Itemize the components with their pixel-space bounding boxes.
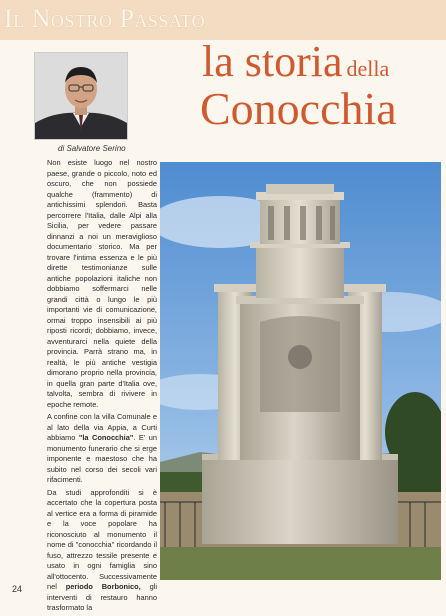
author-byline: di Salvatore Serino [58, 144, 126, 153]
title-la-storia: la storia [202, 37, 343, 86]
page-number: 24 [12, 584, 23, 594]
author-photo [34, 52, 128, 140]
title-della: della [346, 56, 390, 81]
monument-photo [160, 162, 441, 580]
paragraph-3: Da studi approfonditi si è accertato che la copertura posta al vertice era a forma di piramide e la voce popolare ha riconosciuto al monumento il nome di "conocchia" ricordando il fuso, attrezzo tessile presente e usato in ogni famiglia sino all'ottocento. Successivamente nel periodo Borbonico, gli interventi di restauro hanno trasformato la [47, 487, 158, 612]
article-title-line2: Conocchia [200, 83, 397, 134]
section-title: Il Nostro Passato [4, 4, 206, 33]
paragraph-1: Non esiste luogo nel nostro paese, grande o piccolo, noto ed oscuro, che non possiede qualche (frammento) di antichissimi splendori. Basta percorrere l'Italia, dalle Alpi alla Sicilia, per vedere passare dinnanzi a noi un meraviglioso documentario storico. Ma per trovare l'intima essenza e le più dirette testimonianze sulle antiche popolazioni italiche non dobbiamo soffermarci nelle grandi città o lungo le più importanti vie di comunicazione, ormai troppo insensibili ai più riposti ricordi; dobbiamo, invece, avventurarci nella quiete della provincia. Parrà strano ma, in realtà, le più antiche vestigia dimorano proprio nella provincia, in quella gran parte d'Italia ove, talvolta, sembra di rivivere in epoche remote. [47, 158, 157, 409]
paragraph-2: A confine con la villa Comunale e al lato della via Appia, a Curti abbiamo "la Conocchia". E' un monumento funerario che si erge imponente e maestoso che ha subito nel corso dei secoli vari rifacimenti. [47, 412, 157, 484]
article-body [47, 158, 157, 616]
article-title-line1 [202, 37, 390, 86]
